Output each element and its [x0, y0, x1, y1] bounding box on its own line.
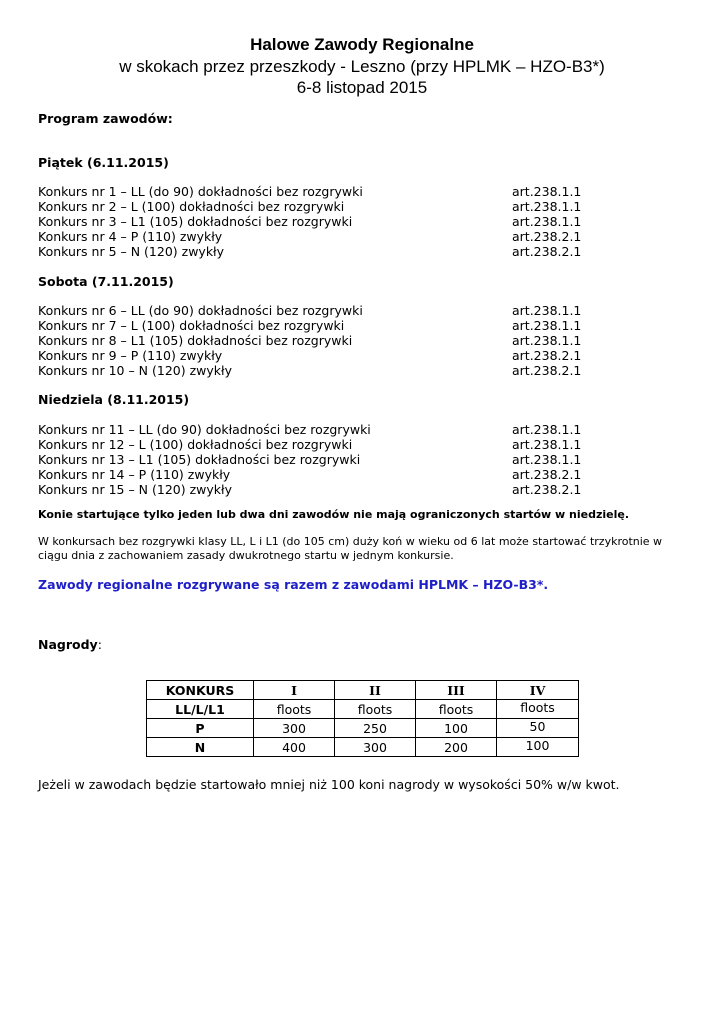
event-name: Konkurs nr 13 – L1 (105) dokładności bez rozgrywki [38, 452, 361, 467]
prizes-label: Nagrody [38, 637, 98, 652]
event-article: art.238.1.1 [512, 184, 582, 199]
table-cell: 100 [416, 719, 497, 738]
day-label-sunday: Niedziela (8.11.2015) [38, 392, 190, 407]
table-header-cell: II [335, 681, 416, 700]
event-row [38, 229, 598, 244]
note-rule-line-1: W konkursach bez rozgrywki klasy LL, L i L1 (do 105 cm) duży koń w wieku od 6 lat może startować trzykrotnie w [38, 535, 663, 548]
event-row [38, 199, 598, 214]
table-cell: 250 [335, 719, 416, 738]
prize-reduction-note: Jeżeli w zawodach będzie startowało mniej niż 100 koni nagrody w wysokości 50% w/w kwot. [38, 777, 620, 792]
prizes-table [146, 680, 579, 757]
event-name: Konkurs nr 9 – P (110) zwykły [38, 348, 223, 363]
event-row [38, 482, 598, 497]
table-cell-class: N [147, 738, 254, 757]
event-row [38, 214, 598, 229]
event-article: art.238.2.1 [512, 229, 582, 244]
table-cell: 100 [497, 738, 579, 757]
event-row [38, 303, 598, 318]
event-name: Konkurs nr 10 – N (120) zwykły [38, 363, 232, 378]
event-name: Konkurs nr 15 – N (120) zwykły [38, 482, 232, 497]
table-row [147, 700, 579, 719]
event-name: Konkurs nr 8 – L1 (105) dokładności bez rozgrywki [38, 333, 353, 348]
table-cell: floots [497, 700, 579, 719]
event-name: Konkurs nr 3 – L1 (105) dokładności bez rozgrywki [38, 214, 353, 229]
event-name: Konkurs nr 7 – L (100) dokładności bez rozgrywki [38, 318, 345, 333]
document-dates: 6-8 listopad 2015 [296, 78, 428, 97]
event-row [38, 333, 598, 348]
event-name: Konkurs nr 4 – P (110) zwykły [38, 229, 223, 244]
event-name: Konkurs nr 6 – LL (do 90) dokładności bez rozgrywki [38, 303, 363, 318]
event-article: art.238.2.1 [512, 348, 582, 363]
event-row [38, 348, 598, 363]
event-row [38, 363, 598, 378]
event-name: Konkurs nr 5 – N (120) zwykły [38, 244, 225, 259]
event-row [38, 452, 598, 467]
day-label-friday: Piątek (6.11.2015) [38, 155, 169, 170]
table-cell: floots [335, 700, 416, 719]
prizes-colon: : [97, 637, 102, 652]
table-cell: floots [254, 700, 335, 719]
table-header-cell: IV [497, 681, 579, 700]
event-row [38, 244, 598, 259]
event-row [38, 184, 598, 199]
event-name: Konkurs nr 14 – P (110) zwykły [38, 467, 231, 482]
table-cell: 400 [254, 738, 335, 757]
note-rule-line-2: ciągu dnia z zachowaniem zasady dwukrotnego startu w jednym konkursie. [38, 549, 454, 562]
event-article: art.238.2.1 [512, 482, 582, 497]
note-combined-event: Zawody regionalne rozgrywane są razem z zawodami HPLMK – HZO-B3*. [38, 577, 549, 592]
event-row [38, 422, 598, 437]
event-row [38, 437, 598, 452]
event-article: art.238.2.1 [512, 363, 582, 378]
table-cell: 200 [416, 738, 497, 757]
event-name: Konkurs nr 1 – LL (do 90) dokładności bez rozgrywki [38, 184, 363, 199]
event-article: art.238.1.1 [512, 318, 582, 333]
event-name: Konkurs nr 12 – L (100) dokładności bez rozgrywki [38, 437, 353, 452]
table-header-cell: III [416, 681, 497, 700]
table-row [147, 738, 579, 757]
table-header-row [147, 681, 579, 700]
title-block [0, 34, 724, 98]
table-header-cell: KONKURS [147, 681, 254, 700]
event-article: art.238.1.1 [512, 452, 582, 467]
table-cell: 300 [335, 738, 416, 757]
event-article: art.238.1.1 [512, 303, 582, 318]
prizes-heading [38, 637, 102, 652]
document-subtitle: w skokach przez przeszkody - Leszno (przy HPLMK – HZO-B3*) [119, 57, 605, 76]
day-label-saturday: Sobota (7.11.2015) [38, 274, 174, 289]
event-article: art.238.2.1 [512, 467, 582, 482]
table-cell-class: LL/L/L1 [147, 700, 254, 719]
event-article: art.238.1.1 [512, 422, 582, 437]
table-header-cell: I [254, 681, 335, 700]
table-cell: 50 [497, 719, 579, 738]
event-article: art.238.1.1 [512, 214, 582, 229]
document-title: Halowe Zawody Regionalne [250, 35, 474, 54]
program-label: Program zawodów: [38, 111, 173, 126]
table-cell: 300 [254, 719, 335, 738]
event-row [38, 318, 598, 333]
event-article: art.238.1.1 [512, 333, 582, 348]
table-cell-class: P [147, 719, 254, 738]
event-article: art.238.2.1 [512, 244, 582, 259]
event-row [38, 467, 598, 482]
event-name: Konkurs nr 2 – L (100) dokładności bez rozgrywki [38, 199, 345, 214]
table-row [147, 719, 579, 738]
event-article: art.238.1.1 [512, 199, 582, 214]
note-sunday-starts: Konie startujące tylko jeden lub dwa dni zawodów nie mają ograniczonych startów w niedzielę. [38, 508, 629, 521]
event-article: art.238.1.1 [512, 437, 582, 452]
table-cell: floots [416, 700, 497, 719]
event-name: Konkurs nr 11 – LL (do 90) dokładności bez rozgrywki [38, 422, 371, 437]
